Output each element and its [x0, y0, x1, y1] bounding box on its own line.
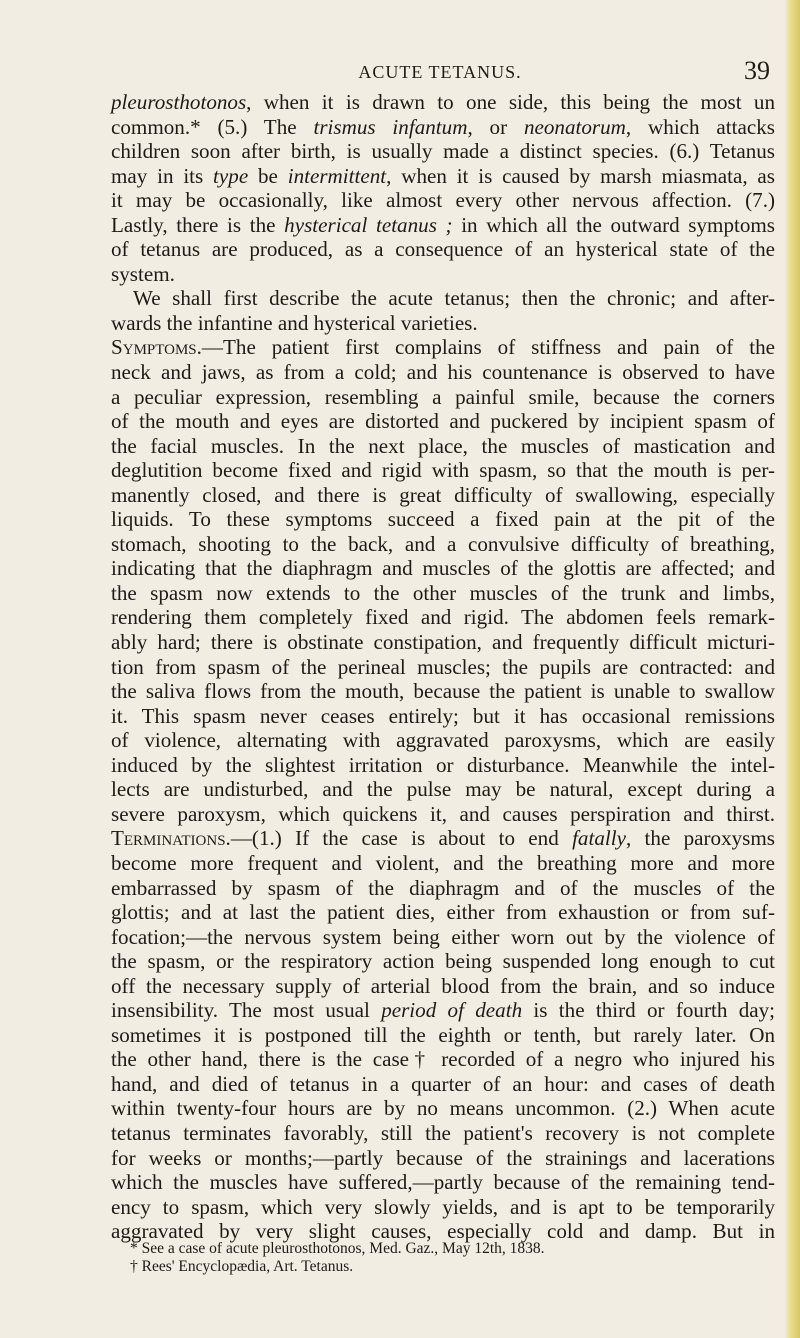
- text-line: sometimes it is postponed till the eighth or tenth, but rarely later. On: [111, 1022, 775, 1047]
- text-line: tetanus terminates favorably, still the patient's recovery is not complete: [111, 1120, 775, 1145]
- text-line: the facial muscles. In the next place, the muscles of mastication and: [111, 433, 775, 458]
- text-line: common.* (5.) The trismus infantum, or neonatorum, which attacks: [111, 114, 775, 139]
- text-line: focation;—the nervous system being either worn out by the violence of: [111, 924, 775, 949]
- text-line: Lastly, there is the hysterical tetanus ; in which all the outward symptoms: [111, 212, 776, 237]
- text-line: ency to spasm, which very slowly yields, and is apt to be temporarily: [111, 1194, 775, 1219]
- text-line: children soon after birth, is usually made a distinct species. (6.) Tetanus: [111, 139, 775, 164]
- text-line: severe paroxysm, which quickens it, and causes perspiration and thirst.: [111, 801, 775, 826]
- text-line: deglutition become fixed and rigid with spasm, so that the mouth is per-: [111, 458, 775, 483]
- text-line: become more frequent and violent, and the breathing more and more: [111, 850, 775, 875]
- text-line: within twenty-four hours are by no means uncommon. (2.) When acute: [111, 1096, 775, 1121]
- text-line: a peculiar expression, resembling a painful smile, because the corners: [111, 384, 775, 409]
- section-heading: Terminations.: [111, 826, 231, 851]
- page-edge: [784, 0, 800, 1338]
- body-text: [111, 90, 775, 1244]
- footnote: † Rees' Encyclopædia, Art. Tetanus.: [130, 1258, 354, 1275]
- text-line: it may be occasionally, like almost every other nervous affection. (7.): [111, 188, 775, 213]
- text-line: may in its type be intermittent, when it is caused by marsh miasmata, as: [111, 163, 775, 188]
- text-line: tion from spasm of the perineal muscles; the pupils are contracted: and: [111, 654, 775, 679]
- text-line: the other hand, there is the case† recorded of a negro who injured his: [111, 1047, 775, 1072]
- text-line: it. This spasm never ceases entirely; but it has occasional remissions: [111, 703, 775, 728]
- text-line: ably hard; there is obstinate constipation, and frequently difficult micturi-: [111, 630, 775, 655]
- text-line: Symptoms.—The patient first complains of stiffness and pain of the: [111, 335, 775, 360]
- running-head: ACUTE TETANUS.: [358, 62, 522, 82]
- text-line: pleurosthotonos, when it is drawn to one side, this being the most un: [111, 90, 775, 114]
- text-line: hand, and died of tetanus in a quarter of an hour: and cases of death: [111, 1071, 775, 1096]
- text-line: Terminations.—(1.) If the case is about to end fatally, the paroxysms: [111, 826, 775, 851]
- text-line: manently closed, and there is great difficulty of swallowing, especially: [111, 482, 775, 507]
- text-line: of violence, alternating with aggravated paroxysms, which are easily: [111, 728, 775, 753]
- text-line: glottis; and at last the patient dies, either from exhaustion or from suf-: [111, 900, 775, 925]
- text-line: the spasm, or the respiratory action being suspended long enough to cut: [111, 949, 775, 974]
- text-line: which the muscles have suffered,—partly because of the remaining tend-: [111, 1170, 775, 1195]
- text-line: the spasm now extends to the other muscles of the trunk and limbs,: [111, 580, 775, 605]
- text-line: liquids. To these symptoms succeed a fixed pain at the pit of the: [111, 507, 775, 532]
- text-line: wards the infantine and hysterical varieties.: [111, 310, 478, 335]
- page-header: [110, 56, 770, 86]
- text-line: embarrassed by spasm of the diaphragm and of the muscles of the: [111, 875, 775, 900]
- text-line: indicating that the diaphragm and muscles of the glottis are affected; and: [111, 556, 775, 581]
- text-line: the saliva flows from the mouth, because the patient is unable to swallow: [111, 679, 775, 704]
- text-line: insensibility. The most usual period of death is the third or fourth day;: [111, 998, 776, 1023]
- text-line: rendering them completely fixed and rigid. The abdomen feels remark-: [111, 605, 775, 630]
- footnotes: [130, 1240, 770, 1276]
- text-line: aggravated by very slight causes, especially cold and damp. But in: [111, 1219, 775, 1244]
- text-line: We shall first describe the acute tetanus; then the chronic; and after-: [133, 286, 775, 311]
- text-line: system.: [111, 261, 175, 286]
- text-line: stomach, shooting to the back, and a convulsive difficulty of breathing,: [111, 531, 775, 556]
- page-number: 39: [744, 56, 770, 85]
- footnote: * See a case of acute pleurosthotonos, Med. Gaz., May 12th, 1838.: [130, 1240, 545, 1257]
- text-line: of tetanus are produced, as a consequence of an hysterical state of the: [111, 237, 775, 262]
- text-line: of the mouth and eyes are distorted and puckered by incipient spasm of: [111, 409, 775, 434]
- text-line: for weeks or months;—partly because of the strainings and lacerations: [111, 1145, 775, 1170]
- text-line: lects are undisturbed, and the pulse may be natural, except during a: [111, 777, 775, 802]
- section-heading: Symptoms.: [111, 335, 202, 360]
- text-line: neck and jaws, as from a cold; and his countenance is observed to have: [111, 360, 775, 385]
- text-line: induced by the slightest irritation or disturbance. Meanwhile the intel-: [111, 752, 775, 777]
- text-line: off the necessary supply of arterial blood from the brain, and so induce: [111, 973, 775, 998]
